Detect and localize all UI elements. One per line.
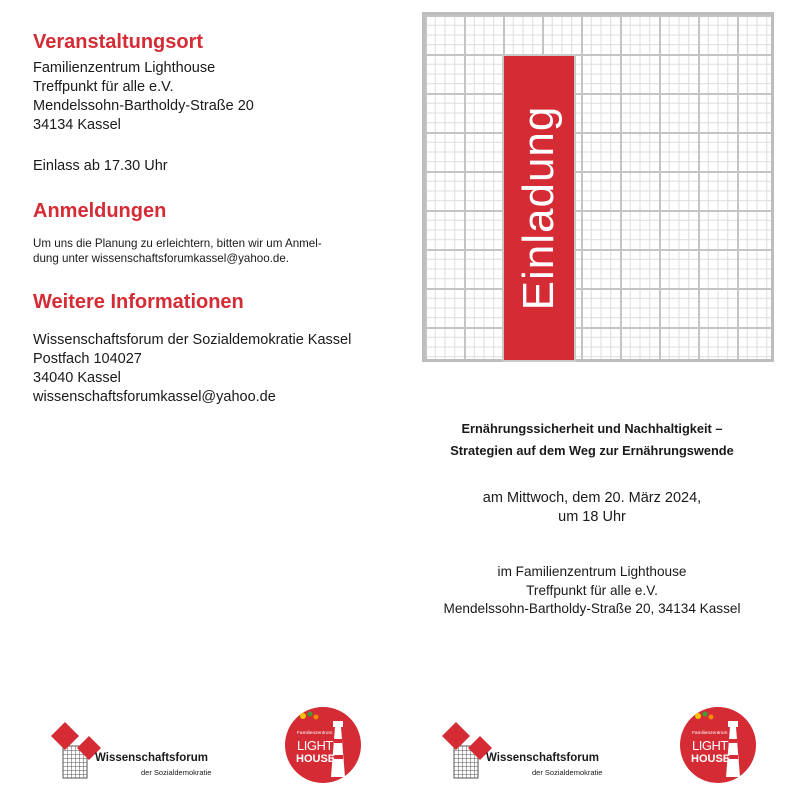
info-heading: Weitere Informationen xyxy=(33,291,244,313)
wsf-diamond-icon xyxy=(442,722,502,780)
date-line: um 18 Uhr xyxy=(558,509,626,525)
topic-line: Strategien auf dem Weg zur Ernährungswende xyxy=(450,443,734,458)
lighthouse-light: LIGHT xyxy=(297,738,333,753)
place-line: Mendelssohn-Bartholdy-Straße 20, 34134 Kassel xyxy=(443,601,741,616)
venue-address xyxy=(33,59,254,135)
title-banner xyxy=(502,54,576,362)
wissenschaftsforum-logo xyxy=(442,722,627,782)
wsf-name: Wissenschaftsforum xyxy=(486,752,600,764)
event-place xyxy=(407,563,777,619)
venue-line: 34134 Kassel xyxy=(33,117,121,133)
info-line: Postfach 104027 xyxy=(33,351,142,367)
event-date xyxy=(407,489,777,527)
registration-text xyxy=(33,236,322,266)
info-address xyxy=(33,331,351,407)
lighthouse-top: Familienzentrum xyxy=(692,731,728,736)
date-line: am Mittwoch, dem 20. März 2024, xyxy=(482,490,702,506)
wsf-name: Wissenschaftsforum xyxy=(95,752,209,764)
lighthouse-house: HOUSE xyxy=(296,753,336,765)
wsf-subtitle: der Sozialdemokratie xyxy=(532,768,603,777)
info-line: 34040 Kassel xyxy=(33,370,121,386)
lighthouse-logo xyxy=(680,707,756,783)
wsf-subtitle: der Sozialdemokratie xyxy=(141,768,212,777)
venue-line: Treffpunkt für alle e.V. xyxy=(33,79,174,95)
registration-heading: Anmeldungen xyxy=(33,200,167,222)
registration-line: dung unter wissenschaftsforumkassel@yahoo.de. xyxy=(33,252,290,265)
admission-time: Einlass ab 17.30 Uhr xyxy=(33,158,168,174)
venue-heading: Veranstaltungsort xyxy=(33,31,204,53)
info-email[interactable]: wissenschaftsforumkassel@yahoo.de xyxy=(33,389,276,405)
venue-line: Mendelssohn-Bartholdy-Straße 20 xyxy=(33,98,254,114)
lighthouse-top: Familienzentrum xyxy=(297,731,333,736)
wsf-diamond-icon xyxy=(51,722,111,780)
place-line: Treffpunkt für alle e.V. xyxy=(526,582,658,598)
cover-title: Einladung xyxy=(514,105,563,311)
lighthouse-light: LIGHT xyxy=(692,738,728,753)
place-line: im Familienzentrum Lighthouse xyxy=(497,564,687,579)
lighthouse-house: HOUSE xyxy=(691,753,731,765)
registration-line: Um uns die Planung zu erleichtern, bitten wir um Anmel- xyxy=(33,237,322,250)
wissenschaftsforum-logo xyxy=(51,722,236,782)
lighthouse-logo xyxy=(285,707,361,783)
topic-line: Ernährungssicherheit und Nachhaltigkeit – xyxy=(461,421,723,436)
cover-grid xyxy=(422,12,774,362)
info-line: Wissenschaftsforum der Sozialdemokratie Kassel xyxy=(33,332,352,348)
venue-line: Familienzentrum Lighthouse xyxy=(33,60,216,76)
event-topic xyxy=(407,418,777,462)
